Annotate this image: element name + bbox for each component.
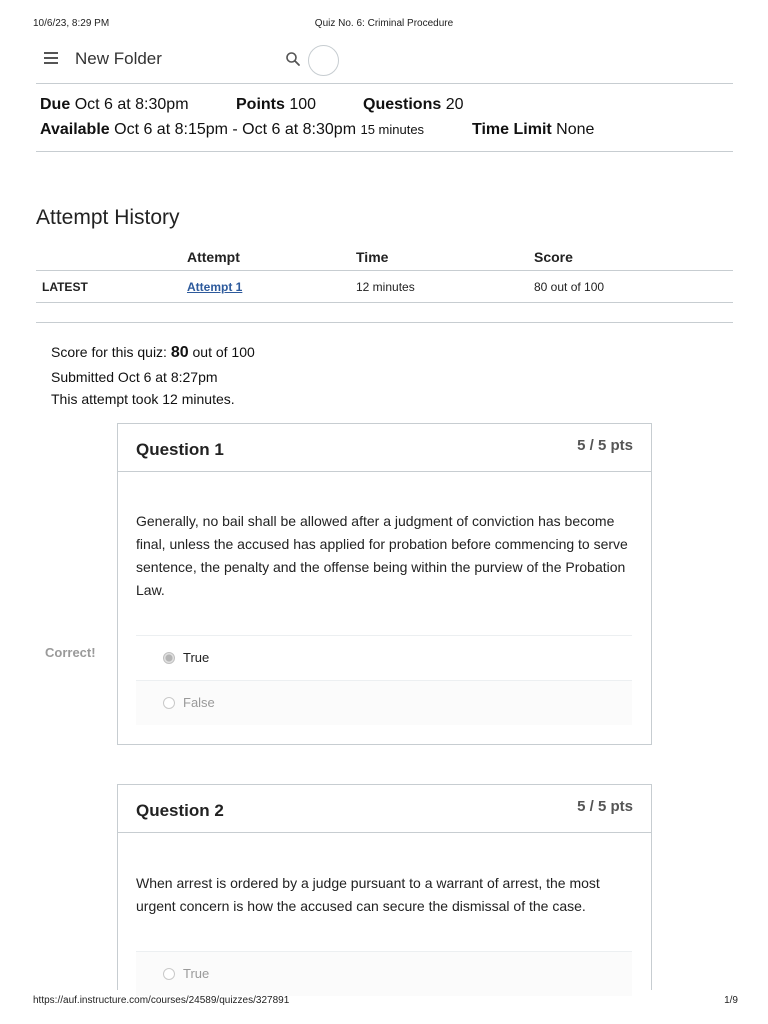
print-url: https://auf.instructure.com/courses/24589/quizzes/327891	[33, 995, 290, 1006]
available-value: Oct 6 at 8:15pm - Oct 6 at 8:30pm	[114, 121, 357, 138]
score-cell: 80 out of 100	[534, 280, 605, 294]
questions-label: Questions	[363, 96, 442, 113]
radio-icon[interactable]	[163, 968, 175, 980]
folder-name[interactable]: New Folder	[75, 49, 162, 68]
radio-selected-icon[interactable]	[163, 652, 175, 664]
question-title: Question 2	[136, 801, 224, 820]
answer-option[interactable]	[136, 951, 632, 996]
points-label: Points	[236, 96, 285, 113]
question-points: 5 / 5 pts	[577, 798, 633, 815]
due-label: Due	[40, 96, 71, 113]
search-icon[interactable]	[285, 51, 301, 67]
question-points: 5 / 5 pts	[577, 437, 633, 454]
score-suffix: out of 100	[192, 344, 255, 360]
question-text: When arrest is ordered by a judge pursuant to a warrant of arrest, the most urgent concern is how the accused can secure the dismissal of the case.	[136, 875, 600, 914]
score-value: 80	[170, 344, 189, 361]
question-header	[118, 424, 651, 472]
column-header-time: Time	[356, 249, 389, 265]
print-page-number: 1/9	[724, 995, 738, 1006]
question-text: Generally, no bail shall be allowed after a judgment of conviction has become final, unless the accused has applied for probation before commencing to serve sentence, the penalty and the offense being within the purview of the Probation Law.	[136, 513, 628, 598]
question-card	[117, 784, 652, 990]
radio-icon[interactable]	[163, 697, 175, 709]
divider	[36, 151, 733, 152]
time-limit-value: None	[556, 121, 595, 138]
score-summary	[51, 344, 255, 362]
points-row	[236, 96, 316, 114]
answer-label: True	[183, 966, 210, 981]
available-label: Available	[40, 121, 110, 138]
question-card	[117, 423, 652, 745]
print-title: Quiz No. 6: Criminal Procedure	[314, 18, 454, 29]
questions-value: 20	[445, 96, 464, 113]
divider	[36, 322, 733, 323]
time-limit-row	[472, 121, 594, 139]
questions-row	[363, 96, 463, 114]
answer-option[interactable]	[136, 635, 632, 680]
attempt-link[interactable]: Attempt 1	[187, 280, 243, 294]
attempt-cell	[187, 280, 242, 294]
latest-tag: LATEST	[42, 280, 88, 294]
duration-text: This attempt took 12 minutes.	[51, 391, 235, 407]
answer-label: True	[183, 650, 210, 665]
column-header-score: Score	[534, 249, 573, 265]
correct-label: Correct!	[45, 645, 96, 660]
divider	[36, 270, 733, 271]
print-datetime: 10/6/23, 8:29 PM	[33, 18, 110, 29]
avatar[interactable]	[308, 45, 339, 76]
time-limit-label: Time Limit	[472, 121, 552, 138]
question-header	[118, 785, 651, 833]
question-title: Question 1	[136, 440, 224, 459]
submitted-text: Submitted Oct 6 at 8:27pm	[51, 369, 218, 385]
available-duration: 15 minutes	[360, 122, 425, 137]
answer-option[interactable]	[136, 680, 632, 725]
score-prefix: Score for this quiz:	[51, 344, 167, 360]
points-value: 100	[289, 96, 317, 113]
due-value: Oct 6 at 8:30pm	[74, 96, 189, 113]
top-bar	[36, 37, 733, 84]
time-cell: 12 minutes	[356, 280, 415, 294]
available-row	[40, 121, 424, 139]
answer-label: False	[183, 695, 215, 710]
attempt-history-heading: Attempt History	[36, 206, 180, 229]
column-header-attempt: Attempt	[187, 249, 240, 265]
divider	[36, 302, 733, 303]
hamburger-icon[interactable]	[44, 52, 58, 65]
due-row	[40, 96, 189, 114]
